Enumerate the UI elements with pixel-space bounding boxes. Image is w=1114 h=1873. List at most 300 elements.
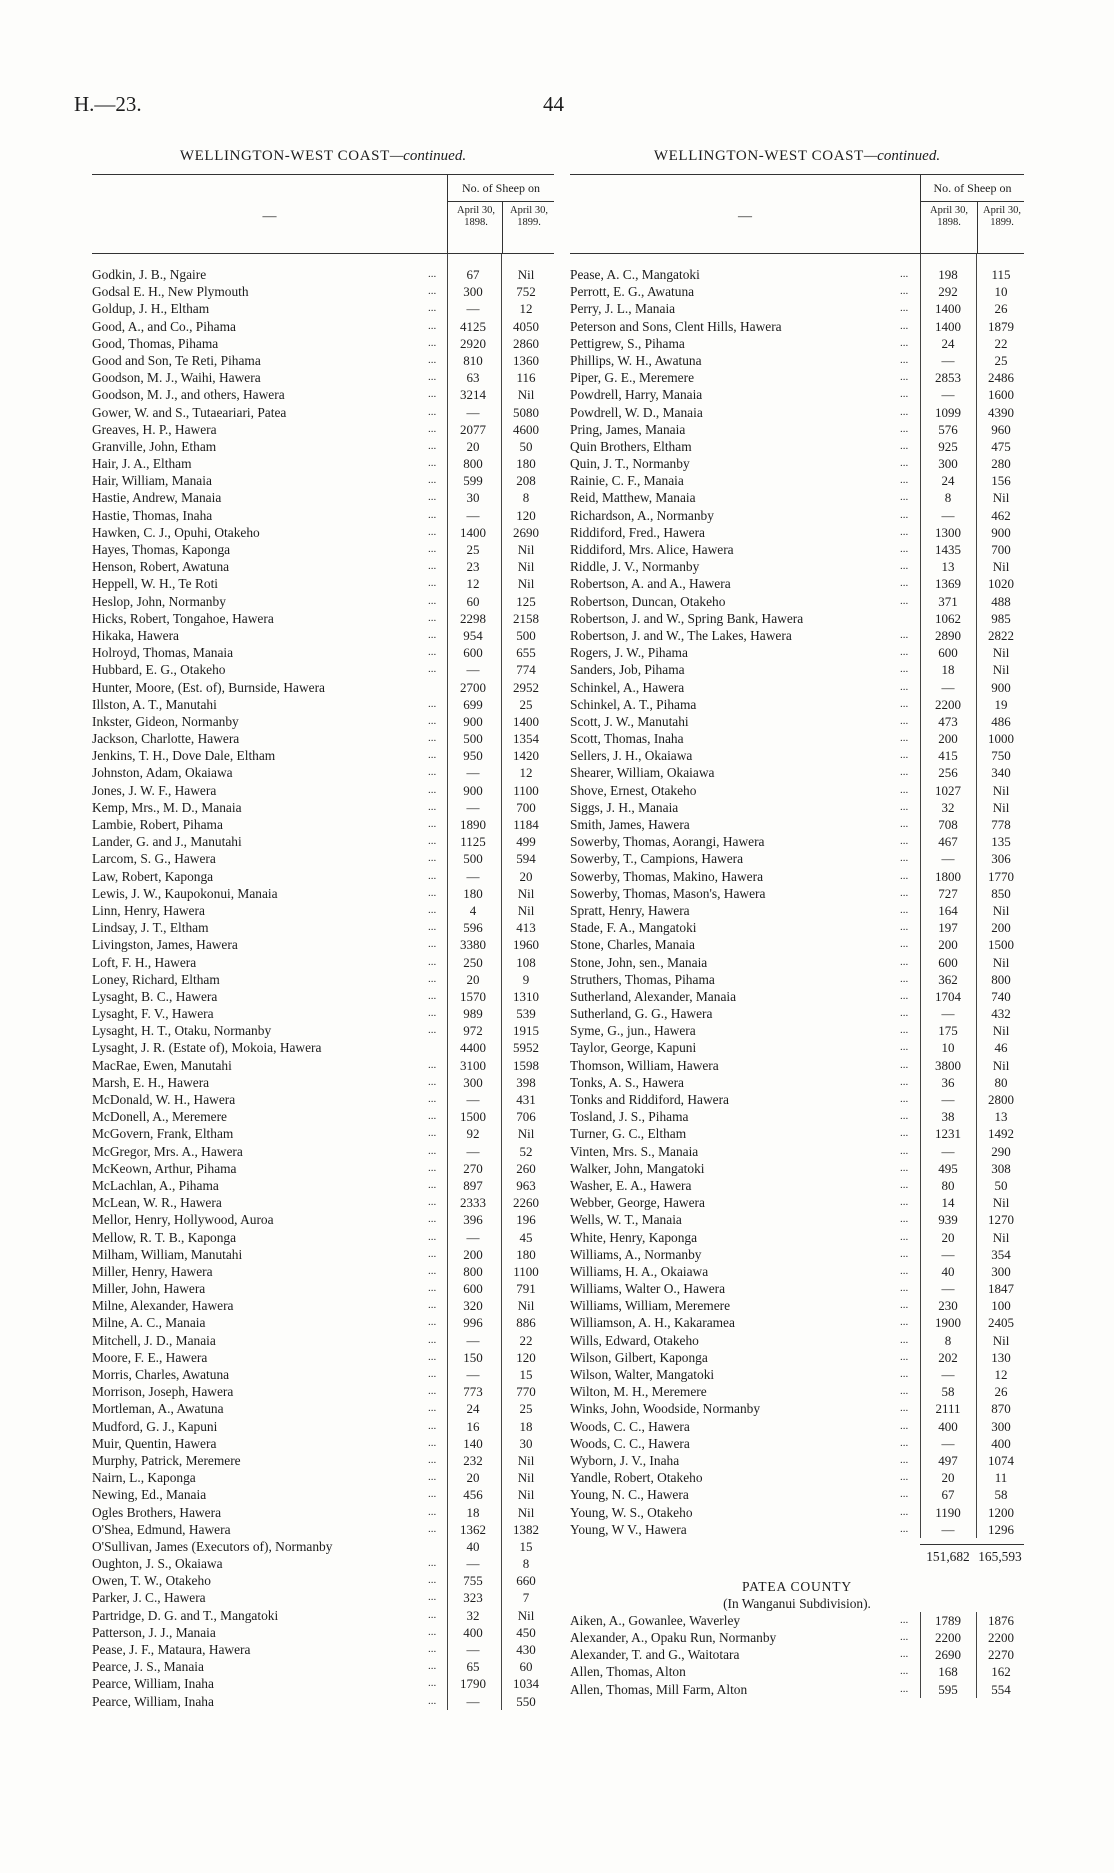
leader-dots: ... — [900, 1230, 909, 1243]
sheep-1899: 2952 — [513, 679, 539, 695]
sheep-1899: 432 — [991, 1006, 1011, 1022]
sheep-1898: 140 — [463, 1435, 483, 1451]
right-sheep-header — [920, 175, 1024, 253]
sheep-1898: 20 — [941, 1470, 955, 1486]
table-row — [92, 1418, 554, 1435]
table-row — [92, 1383, 554, 1400]
sheep-1899: 20 — [519, 868, 533, 884]
owner-name: Young, W. S., Otakeho — [570, 1504, 693, 1520]
sheep-1898: 473 — [938, 713, 958, 729]
leader-dots: ... — [900, 646, 909, 659]
sheep-1898: 23 — [466, 559, 480, 575]
sheep-1898: 596 — [463, 920, 483, 936]
sheep-1899: 12 — [519, 301, 533, 317]
sheep-1899: Nil — [517, 885, 535, 901]
sheep-1899: 80 — [994, 1074, 1008, 1090]
leader-dots: ... — [900, 818, 909, 830]
table-row — [570, 266, 1024, 283]
sheep-1898: — — [941, 1246, 955, 1262]
owner-name: Sowerby, Thomas, Aorangi, Hawera — [570, 834, 765, 850]
sheep-1898: 4125 — [460, 318, 486, 334]
owner-name: Goodson, M. J., Waihi, Hawera — [92, 370, 261, 386]
sheep-1899: 500 — [516, 627, 536, 643]
sheep-1899: 1770 — [988, 868, 1014, 884]
sheep-1899: 1034 — [513, 1676, 539, 1692]
sheep-1899: 200 — [991, 920, 1011, 936]
table-row — [570, 1211, 1024, 1228]
owner-name: Lysaght, F. V., Hawera — [92, 1006, 214, 1022]
table-row — [570, 1452, 1024, 1469]
leader-dots: ... — [428, 1110, 437, 1123]
owner-name: Illston, A. T., Manutahi — [92, 696, 217, 712]
table-row — [570, 764, 1024, 781]
table-row — [92, 627, 554, 644]
owner-name: Stone, John, sen., Manaia — [570, 954, 708, 970]
owner-name: Sutherland, G. G., Hawera — [570, 1006, 713, 1022]
owner-name: Washer, E. A., Hawera — [570, 1177, 692, 1193]
table-row — [92, 799, 554, 816]
table-row — [92, 730, 554, 747]
sheep-1898: — — [941, 507, 955, 523]
sheep-1898: 362 — [938, 971, 958, 987]
sheep-1899: 398 — [516, 1074, 536, 1090]
owner-name: White, Henry, Kaponga — [570, 1229, 698, 1245]
table-row — [570, 575, 1024, 592]
leader-dots: ... — [900, 1453, 909, 1466]
leader-dots: ... — [428, 1643, 437, 1655]
leader-dots: ... — [428, 285, 437, 298]
owner-name: Williamson, A. H., Kakaramea — [570, 1315, 735, 1331]
table-row — [92, 1332, 554, 1349]
sheep-1898: 900 — [463, 713, 483, 729]
table-row — [92, 747, 554, 764]
sheep-1899: 1020 — [988, 576, 1014, 592]
right-table-body — [570, 254, 1024, 1538]
leader-dots: ... — [428, 1591, 437, 1604]
sheep-1899: 1598 — [513, 1057, 539, 1073]
table-row — [92, 850, 554, 867]
owner-name: Syme, G., jun., Hawera — [570, 1023, 696, 1039]
right-col2-header: April 30, 1899. — [983, 205, 1021, 228]
owner-name: Wilton, M. H., Meremere — [570, 1384, 707, 1400]
leader-dots: ... — [428, 302, 437, 315]
sheep-1899: Nil — [517, 1607, 535, 1623]
table-row — [92, 1452, 554, 1469]
sheep-1898: — — [941, 1092, 955, 1107]
leader-dots: ... — [428, 1385, 437, 1398]
owner-name: Parker, J. C., Hawera — [92, 1590, 206, 1606]
sheep-1898: 80 — [941, 1177, 955, 1193]
table-row — [92, 1177, 554, 1194]
sheep-1899: 11 — [994, 1470, 1008, 1486]
sheep-1898: 18 — [466, 1504, 480, 1520]
sheep-1899: Nil — [517, 576, 535, 592]
sheep-1898: — — [466, 404, 480, 420]
table-row — [570, 747, 1024, 764]
owner-name: Hastie, Andrew, Manaia — [92, 490, 222, 506]
owner-name: Quin Brothers, Eltham — [570, 438, 692, 454]
leader-dots: ... — [900, 1402, 909, 1415]
left-col2-header: April 30, 1899. — [510, 205, 548, 228]
sheep-1899: 308 — [991, 1160, 1011, 1176]
sheep-1898: 400 — [938, 1418, 958, 1434]
table-row — [570, 1435, 1024, 1452]
owner-name: Pettigrew, S., Pihama — [570, 335, 685, 351]
sheep-1898: 20 — [466, 971, 480, 987]
owner-name: Sanders, Job, Pihama — [570, 662, 685, 678]
owner-name: Mitchell, J. D., Manaia — [92, 1332, 216, 1348]
sheep-1898: 250 — [463, 954, 483, 970]
table-row — [92, 266, 554, 283]
owner-name: Lysaght, B. C., Hawera — [92, 988, 218, 1004]
sheep-1898: 175 — [938, 1023, 958, 1039]
leader-dots: ... — [428, 1505, 437, 1518]
sheep-1898: 800 — [463, 456, 483, 472]
leader-dots: ... — [428, 1213, 437, 1226]
owner-name: Morrison, Joseph, Hawera — [92, 1384, 234, 1400]
sheep-1898: 24 — [941, 473, 955, 489]
sheep-1899: 58 — [994, 1487, 1008, 1503]
sheep-1899: 413 — [516, 920, 536, 936]
table-row — [92, 713, 554, 730]
sheep-1898: 1890 — [460, 817, 486, 832]
left-name-column-header: — — [262, 209, 277, 224]
sheep-1898: — — [466, 507, 480, 523]
table-row — [570, 1297, 1024, 1314]
owner-name: Piper, G. E., Meremere — [570, 370, 695, 386]
sheep-1899: 554 — [991, 1681, 1011, 1697]
sheep-1899: 660 — [516, 1573, 536, 1589]
table-row — [570, 507, 1024, 524]
table-row — [570, 1400, 1024, 1417]
sheep-1899: 1960 — [513, 937, 539, 953]
sheep-1898: 300 — [938, 456, 958, 472]
sheep-1898: 810 — [463, 352, 483, 368]
leader-dots: ... — [428, 1333, 437, 1346]
owner-name: Reid, Matthew, Manaia — [570, 490, 696, 506]
leader-dots: ... — [900, 285, 909, 298]
sheep-1899: Nil — [992, 490, 1010, 506]
owner-name: Williams, H. A., Okaiawa — [570, 1263, 709, 1279]
sheep-1899: Nil — [517, 267, 535, 282]
leader-dots: ... — [900, 1213, 909, 1226]
leader-dots: ... — [900, 1075, 909, 1088]
sheep-1898: 1435 — [935, 542, 961, 557]
leader-dots: ... — [900, 268, 909, 280]
owner-name: Aiken, A., Gowanlee, Waverley — [570, 1612, 741, 1628]
sheep-1898: 2333 — [460, 1195, 486, 1211]
sheep-1899: 900 — [991, 679, 1011, 695]
owner-name: Miller, Henry, Hawera — [92, 1263, 213, 1279]
sheep-1899: 2690 — [513, 524, 539, 540]
table-row — [570, 421, 1024, 438]
table-row — [570, 283, 1024, 300]
sheep-1898: 20 — [466, 438, 480, 454]
sheep-1898: 773 — [463, 1384, 483, 1400]
table-row — [570, 713, 1024, 730]
sheep-1898: — — [466, 868, 480, 884]
table-row — [92, 1005, 554, 1022]
left-title-text: WELLINGTON-WEST COAST — [179, 148, 390, 164]
owner-name: Hastie, Thomas, Inaha — [92, 507, 213, 523]
leader-dots: ... — [900, 1247, 909, 1260]
sheep-1898: 150 — [463, 1349, 483, 1365]
sheep-1898: 1190 — [935, 1504, 961, 1520]
table-row — [92, 421, 554, 438]
leader-dots: ... — [900, 921, 909, 934]
leader-dots: ... — [900, 302, 909, 315]
right-name-column-header: — — [738, 209, 752, 224]
owner-name: Shearer, William, Okaiawa — [570, 765, 715, 781]
sheep-1899: 280 — [991, 456, 1011, 472]
sheep-1899: 180 — [516, 456, 536, 472]
sheep-1898: 3800 — [935, 1057, 961, 1073]
owner-name: Williams, William, Meremere — [570, 1298, 731, 1314]
sheep-1899: 12 — [519, 765, 533, 781]
table-row — [92, 954, 554, 971]
patea-table-body — [570, 1612, 1024, 1698]
owner-name: Riddiford, Fred., Hawera — [570, 524, 705, 540]
sheep-1898: — — [941, 352, 955, 368]
owner-name: Riddiford, Mrs. Alice, Hawera — [570, 542, 734, 557]
sheep-1899: 260 — [516, 1160, 536, 1176]
sheep-1899: Nil — [517, 387, 535, 403]
leader-dots: ... — [900, 938, 909, 951]
sheep-1899: 462 — [991, 507, 1011, 523]
table-row — [570, 1521, 1024, 1538]
owner-name: Schinkel, A. T., Pihama — [570, 696, 697, 712]
sheep-1898: 36 — [941, 1074, 955, 1090]
sheep-1899: Nil — [517, 1126, 535, 1142]
owner-name: Marsh, E. H., Hawera — [92, 1074, 210, 1090]
owner-name: Wilson, Gilbert, Kaponga — [570, 1349, 708, 1365]
sheep-1899: 1310 — [513, 988, 539, 1004]
table-row — [92, 335, 554, 352]
leader-dots: ... — [428, 474, 437, 487]
sheep-1899: 30 — [519, 1435, 533, 1451]
table-row — [92, 1607, 554, 1624]
table-row — [570, 438, 1024, 455]
leader-dots: ... — [900, 1196, 909, 1209]
table-row — [92, 1572, 554, 1589]
sheep-1899: 290 — [991, 1143, 1011, 1159]
table-row — [92, 833, 554, 850]
leader-dots: ... — [900, 1333, 909, 1346]
sheep-1899: Nil — [517, 1487, 535, 1503]
leader-dots: ... — [428, 525, 437, 538]
owner-name: Morris, Charles, Awatuna — [92, 1367, 230, 1382]
sheep-1899: 208 — [516, 473, 536, 489]
sheep-1898: 4 — [469, 902, 477, 918]
leader-dots: ... — [900, 1093, 909, 1105]
leader-dots: ... — [900, 1144, 909, 1157]
sheep-1899: 2405 — [988, 1315, 1014, 1331]
sheep-1898: 180 — [463, 885, 483, 901]
sheep-1898: 14 — [941, 1195, 955, 1211]
table-row — [92, 1521, 554, 1538]
owner-name: Hikaka, Hawera — [92, 627, 179, 643]
leader-dots: ... — [428, 1402, 437, 1415]
owner-name: Rogers, J. W., Pihama — [570, 645, 688, 661]
owner-name: Pease, J. F., Mataura, Hawera — [92, 1642, 251, 1657]
owner-name: Robertson, J. and W., The Lakes, Hawera — [570, 627, 792, 643]
leader-dots: ... — [900, 457, 909, 470]
table-row — [92, 1641, 554, 1658]
owner-name: Good, A., and Co., Pihama — [92, 318, 236, 334]
leader-dots: ... — [900, 388, 909, 401]
sheep-1898: 2700 — [460, 679, 486, 695]
owner-name: Tosland, J. S., Pihama — [570, 1109, 689, 1125]
owner-name: Moore, F. E., Hawera — [92, 1349, 208, 1365]
sheep-1899: 700 — [991, 542, 1011, 557]
table-row — [570, 1469, 1024, 1486]
leader-dots: ... — [900, 800, 909, 813]
owner-name: Pearce, J. S., Manaia — [92, 1659, 204, 1675]
table-row — [570, 1383, 1024, 1400]
leader-dots: ... — [900, 697, 909, 710]
sheep-1899: 900 — [991, 524, 1011, 540]
sheep-1898: 30 — [466, 490, 480, 506]
sheep-1899: 400 — [991, 1435, 1011, 1451]
table-row — [570, 1612, 1024, 1629]
leader-dots: ... — [428, 1316, 437, 1329]
leader-dots: ... — [900, 1041, 909, 1054]
sheep-1899: 706 — [516, 1109, 536, 1125]
owner-name: Stade, F. A., Mangatoki — [570, 920, 697, 936]
sheep-1899: 25 — [519, 696, 533, 712]
sheep-1898: 92 — [466, 1126, 480, 1142]
table-row — [570, 627, 1024, 644]
sheep-1898: 2298 — [460, 610, 486, 626]
owner-name: Taylor, George, Kapuni — [570, 1040, 697, 1056]
sheep-1898: — — [941, 387, 955, 403]
sheep-1898: 415 — [938, 748, 958, 764]
table-row — [92, 1057, 554, 1074]
sheep-1899: 550 — [516, 1693, 536, 1709]
leader-dots: ... — [428, 1488, 437, 1501]
sheep-1898: 1125 — [460, 834, 486, 850]
owner-name: Powdrell, Harry, Manaia — [570, 387, 703, 403]
sheep-1898: 1400 — [935, 318, 961, 334]
total-1898: 151,682 — [926, 1548, 970, 1564]
table-row — [570, 919, 1024, 936]
leader-dots: ... — [900, 336, 909, 349]
table-row — [570, 318, 1024, 335]
sheep-1898: 1300 — [935, 524, 961, 540]
leader-dots: ... — [428, 972, 437, 985]
sheep-1899: 800 — [991, 971, 1011, 987]
owner-name: Kemp, Mrs., M. D., Manaia — [92, 799, 242, 815]
owner-name: Hair, William, Manaia — [92, 473, 212, 489]
leader-dots: ... — [900, 1058, 909, 1071]
owner-name: Woods, C. C., Hawera — [570, 1435, 690, 1451]
leader-dots: ... — [900, 1110, 909, 1123]
sheep-1899: 19 — [994, 696, 1008, 712]
leader-dots: ... — [428, 439, 437, 452]
sheep-1898: 396 — [463, 1212, 483, 1228]
table-row — [570, 954, 1024, 971]
sheep-1898: 67 — [466, 267, 480, 282]
sheep-1898: 40 — [466, 1538, 480, 1554]
owner-name: Siggs, J. H., Manaia — [570, 799, 679, 815]
sheep-1899: 22 — [519, 1332, 533, 1348]
table-row — [92, 1366, 554, 1383]
table-row — [92, 919, 554, 936]
sheep-1899: 1296 — [988, 1521, 1014, 1537]
sheep-1899: 1200 — [988, 1504, 1014, 1520]
sheep-1899: 1270 — [988, 1212, 1014, 1228]
table-row — [570, 1022, 1024, 1039]
table-row — [570, 696, 1024, 713]
leader-dots: ... — [428, 1075, 437, 1088]
sheep-1898: 232 — [463, 1452, 483, 1468]
leader-dots: ... — [428, 1574, 437, 1587]
sheep-1898: 2690 — [935, 1647, 961, 1663]
sheep-1898: 497 — [938, 1452, 958, 1468]
owner-name: Mortleman, A., Awatuna — [92, 1401, 224, 1417]
sheep-1899: Nil — [992, 559, 1010, 575]
leader-dots: ... — [428, 1093, 437, 1105]
sheep-1899: 488 — [991, 593, 1011, 609]
owner-name: Pease, A. C., Mangatoki — [570, 267, 700, 282]
table-row — [92, 1314, 554, 1331]
sheep-1899: 886 — [516, 1315, 536, 1331]
right-column-title — [570, 148, 1024, 174]
sheep-1899: 700 — [516, 799, 536, 815]
sheep-1898: 63 — [466, 370, 480, 386]
sheep-1898: 1027 — [935, 782, 961, 798]
leader-dots: ... — [900, 749, 909, 762]
right-col1-header: April 30, 1898. — [930, 205, 968, 228]
leader-dots: ... — [428, 921, 437, 934]
table-row — [570, 1039, 1024, 1056]
sheep-1898: 230 — [938, 1298, 958, 1314]
owner-name: Wyborn, J. V., Inaha — [570, 1452, 680, 1468]
table-row — [92, 1125, 554, 1142]
table-row — [570, 1314, 1024, 1331]
sheep-1899: 354 — [991, 1246, 1011, 1262]
table-row — [570, 1143, 1024, 1160]
table-row — [570, 971, 1024, 988]
table-row — [570, 1418, 1024, 1435]
owner-name: Hawken, C. J., Opuhi, Otakeho — [92, 524, 260, 540]
sheep-1898: 500 — [463, 731, 483, 747]
sheep-1898: 12 — [466, 576, 480, 592]
leader-dots: ... — [900, 405, 909, 418]
leader-dots: ... — [428, 611, 437, 624]
owner-name: Shove, Ernest, Otakeho — [570, 782, 697, 798]
sheep-1899: 850 — [991, 885, 1011, 901]
leader-dots: ... — [900, 714, 909, 727]
owner-name: Peterson and Sons, Clent Hills, Hawera — [570, 318, 782, 334]
owner-name: Sellers, J. H., Okaiawa — [570, 748, 693, 764]
sheep-1899: 120 — [516, 507, 536, 523]
sheep-1899: 25 — [994, 352, 1008, 368]
owner-name: Sowerby, Thomas, Makino, Hawera — [570, 868, 764, 884]
table-row — [92, 661, 554, 678]
sheep-1898: — — [466, 1332, 480, 1348]
sheep-1899: 2200 — [988, 1630, 1014, 1646]
sheep-1898: — — [941, 1521, 955, 1537]
owner-name: Robertson, Duncan, Otakeho — [570, 593, 726, 609]
sheep-1898: 58 — [941, 1384, 955, 1400]
sheep-1898: 164 — [938, 902, 958, 918]
table-row — [92, 1504, 554, 1521]
leader-dots: ... — [900, 955, 909, 968]
table-row — [570, 1280, 1024, 1297]
sheep-1898: 24 — [941, 335, 955, 351]
leader-dots: ... — [900, 577, 909, 590]
